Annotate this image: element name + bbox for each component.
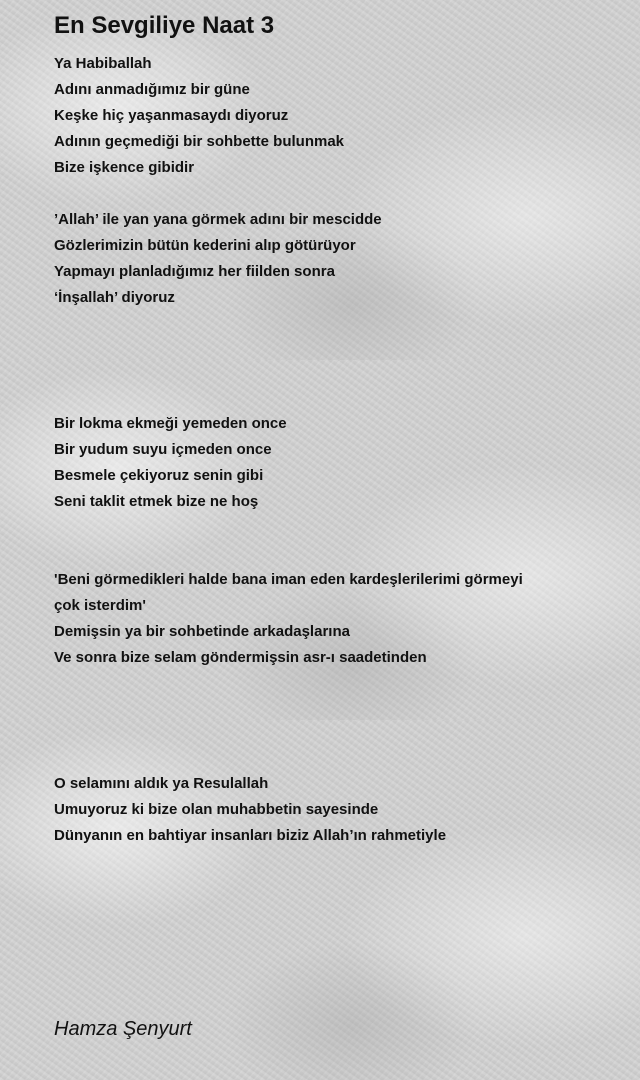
poem-line: Bir yudum suyu içmeden once <box>54 441 272 458</box>
poem-line: Keşke hiç yaşanmasaydı diyoruz <box>54 107 289 124</box>
stanza-1 <box>54 51 614 181</box>
poem-author: Hamza Şenyurt <box>54 1018 192 1040</box>
poem-line: Gözlerimizin bütün kederini alıp götürüyor <box>54 237 356 254</box>
poem-line: Yapmayı planladığımız her fiilden sonra <box>54 263 335 280</box>
poem-line: Dünyanın en bahtiyar insanları biziz Allah’ın rahmetiyle <box>54 827 447 844</box>
stanza-3 <box>54 411 614 515</box>
poem-line: ’Allah’ ile yan yana görmek adını bir mescidde <box>54 211 382 228</box>
poem-line: Seni taklit etmek bize ne hoş <box>54 493 259 510</box>
poem-line: Adını anmadığımız bir güne <box>54 81 250 98</box>
stanza-4 <box>54 567 614 671</box>
poem-line: Demişsin ya bir sohbetinde arkadaşlarına <box>54 623 350 640</box>
poem-line: ‘İnşallah’ diyoruz <box>54 289 175 306</box>
poem-line: Ve sonra bize selam göndermişsin asr-ı saadetinden <box>54 649 427 666</box>
poem-line: Bir lokma ekmeği yemeden once <box>54 415 287 432</box>
poem-line: Adının geçmediği bir sohbette bulunmak <box>54 133 345 150</box>
poem-line: çok isterdim' <box>54 597 146 614</box>
poem-line: Besmele çekiyoruz senin gibi <box>54 467 264 484</box>
stanza-2 <box>54 207 614 311</box>
poem-title: En Sevgiliye Naat 3 <box>54 12 275 39</box>
poem-line: Bize işkence gibidir <box>54 159 195 176</box>
poem-line: Umuyoruz ki bize olan muhabbetin sayesinde <box>54 801 379 818</box>
poem-line: Ya Habiballah <box>54 55 152 72</box>
poem-line: O selamını aldık ya Resulallah <box>54 775 269 792</box>
poem-line: 'Beni görmedikleri halde bana iman eden kardeşlerilerimi görmeyi <box>54 571 523 588</box>
stanza-5 <box>54 771 614 849</box>
